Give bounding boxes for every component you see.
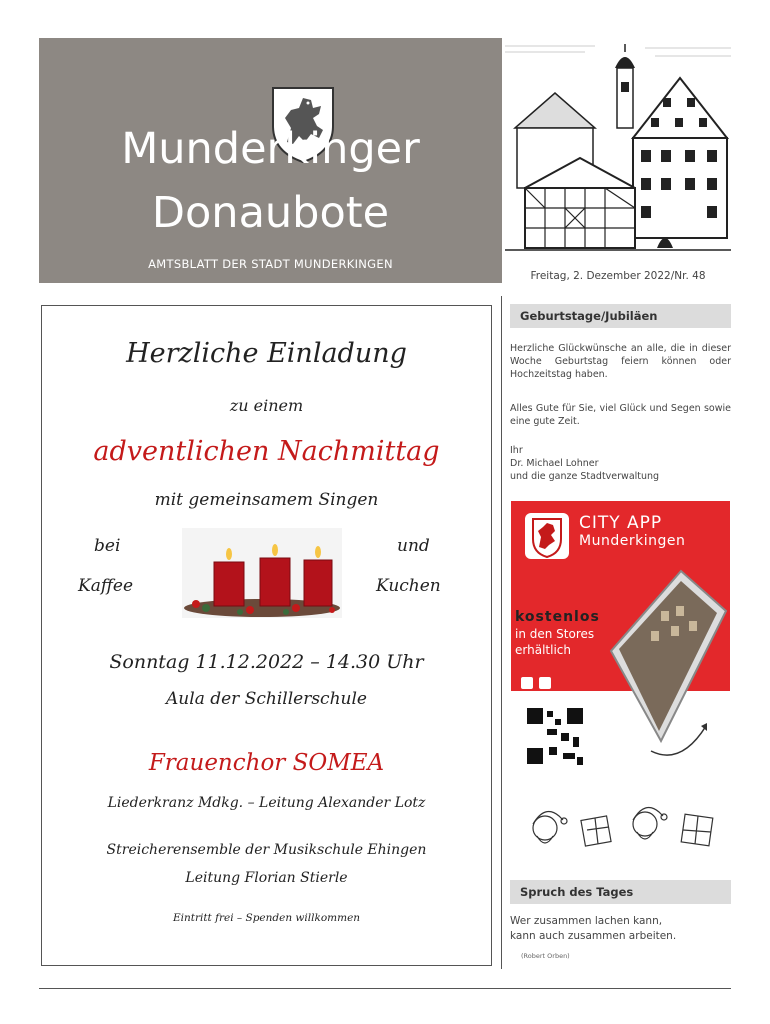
spruch-line1: Wer zusammen lachen kann, xyxy=(510,915,663,927)
invitation-box xyxy=(41,305,492,966)
invitation-place: Aula der Schillerschule xyxy=(166,689,367,709)
city-app-advert xyxy=(511,501,730,781)
column-divider xyxy=(501,296,502,969)
invitation-kuchen: Kuchen xyxy=(376,576,441,596)
app-town: Munderkingen xyxy=(579,533,686,549)
invitation-leitung: Leitung Florian Stierle xyxy=(185,870,348,886)
spruch-author: (Robert Orben) xyxy=(521,952,570,960)
invitation-liederkranz: Liederkranz Mdkg. – Leitung Alexander Lotz xyxy=(107,795,426,811)
invitation-singen: mit gemeinsamem Singen xyxy=(154,490,379,510)
invitation-zu-einem: zu einem xyxy=(229,396,304,415)
signature-ihr: Ihr xyxy=(510,445,523,456)
invitation-streicherensemble: Streicherensemble der Musikschule Ehingen xyxy=(106,842,427,858)
spruch-heading: Spruch des Tages xyxy=(510,880,731,904)
issue-dateline: Freitag, 2. Dezember 2022/Nr. 48 xyxy=(530,270,706,282)
app-title: CITY APP xyxy=(579,513,663,533)
masthead xyxy=(39,38,502,283)
birthdays-heading: Geburtstage/Jubiläen xyxy=(510,304,731,328)
advent-candles-image xyxy=(182,528,342,618)
invitation-title: Herzliche Einladung xyxy=(126,338,407,369)
birthdays-paragraph-1: Herzliche Glückwünsche an alle, die in dieser Woche Geburtstag feiern können oder Hochzeitstag haben. xyxy=(510,343,731,380)
app-stores-line2: erhältlich xyxy=(515,643,571,657)
invitation-bei: bei xyxy=(94,536,121,556)
christmas-decoration xyxy=(515,800,730,860)
footer-rule xyxy=(39,988,731,989)
masthead-title-line2: Donaubote xyxy=(151,188,390,238)
birthdays-signature xyxy=(510,444,731,483)
signature-admin: und die ganze Stadtverwaltung xyxy=(510,471,660,482)
invitation-eintritt: Eintritt frei – Spenden willkommen xyxy=(172,912,361,924)
invitation-datetime: Sonntag 11.12.2022 – 14.30 Uhr xyxy=(109,651,424,673)
birthdays-paragraph-2: Alles Gute für Sie, viel Glück und Segen sowie eine gute Zeit. xyxy=(510,403,731,427)
invitation-choir: Frauenchor SOMEA xyxy=(148,750,385,776)
spruch-line2: kann auch zusammen arbeiten. xyxy=(510,930,677,942)
signature-name: Dr. Michael Lohner xyxy=(510,458,599,469)
invitation-und: und xyxy=(397,536,430,556)
masthead-title-line1: Munderkinger xyxy=(121,124,420,174)
app-stores-line1: in den Stores xyxy=(515,627,595,641)
invitation-kaffee: Kaffee xyxy=(78,576,134,596)
masthead-subtitle: AMTSBLATT DER STADT MUNDERKINGEN xyxy=(148,257,393,271)
town-hall-sketch xyxy=(505,38,731,264)
invitation-event-name: adventlichen Nachmittag xyxy=(93,436,440,467)
app-kostenlos: kostenlos xyxy=(515,609,600,625)
spruch-quote xyxy=(510,914,731,944)
